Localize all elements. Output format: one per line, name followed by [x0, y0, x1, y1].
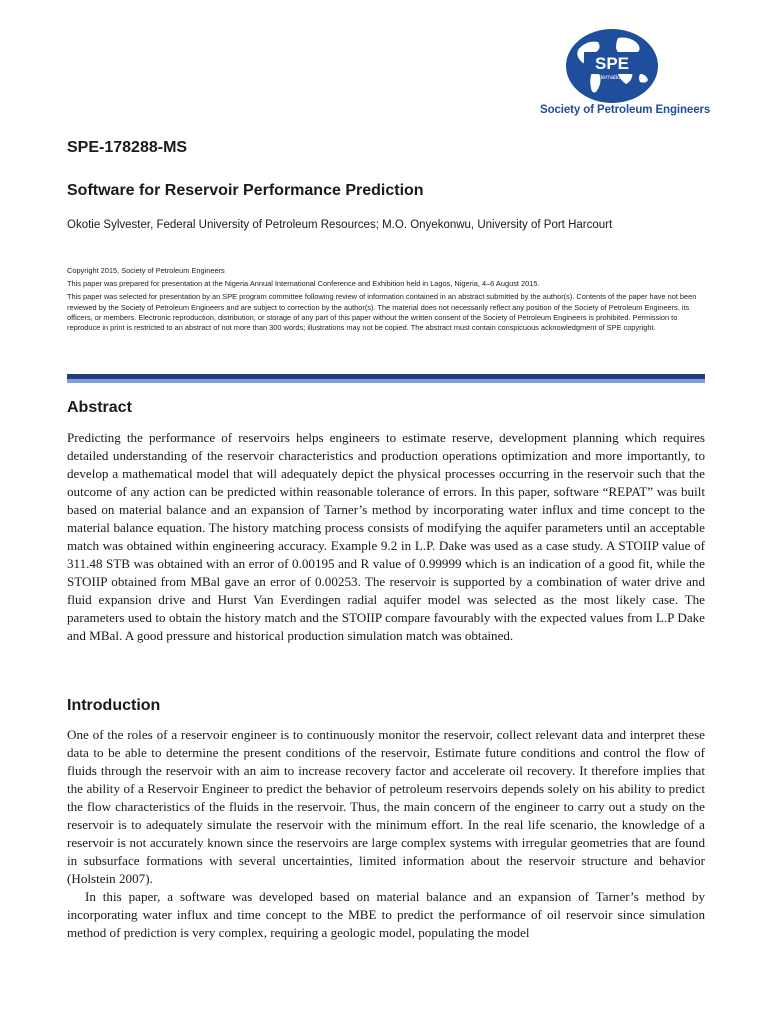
- spe-logo: [540, 28, 710, 124]
- introduction-paragraph: In this paper, a software was developed based on material balance and an expansion of Tarner’s method by incorporating water influx and time concept to the MBE to predict the performance of oil reservoir since simulation method of prediction is very complex, requiring a geologic model, populating the model: [67, 889, 705, 940]
- abstract-heading: Abstract: [67, 399, 132, 416]
- paper-id: SPE-178288-MS: [67, 139, 188, 156]
- copyright-notice: [67, 266, 707, 336]
- authors: Okotie Sylvester, Federal University of Petroleum Resources; M.O. Onyekonwu, University of Port Harcourt: [67, 219, 613, 231]
- logo-text: SPE: [594, 54, 630, 73]
- logo-subtext: International: [595, 75, 629, 81]
- organization-name: Society of Petroleum Engineers: [540, 104, 711, 116]
- introduction-heading: Introduction: [67, 697, 161, 714]
- paper-title: Software for Reservoir Performance Prediction: [67, 182, 424, 199]
- abstract-text: Predicting the performance of reservoirs helps engineers to estimate reserve, development planning which requires detailed understanding of the reservoir characteristics and production operations optimization and more importantly, to develop a mathematical model that will adequately depict the physical processes occurring in the reservoir such that the outcome of any action can be predicted within reasonable tolerance of errors. In this paper, software “REPAT” was built based on material balance and an expansion of Tarner’s method by incorporating water influx and time concept to the material balance equation. The history matching process consists of modifying the aquifer parameters until an acceptable match was obtained within engineering accuracy. Example 9.2 in L.P. Dake was used as a case study. A STOIIP value of 311.48 STB was obtained with an error of 0.00195 and R value of 0.99999 which is an indication of a good fit, while the STOIIP obtained from MBal gave an error of 0.00253. The reservoir is supported by a combination of water drive and fluid expansion drive and Hurst Van Everdingen radial aquifer model was selected as the most likely case. The parameters used to obtain the history match and the STOIIP compare favourably with the expected values from L.P Dake and MBal. A good pressure and historical production simulation match was obtained.: [67, 430, 705, 643]
- introduction-body: [67, 726, 705, 942]
- header-divider: [67, 374, 705, 383]
- disclaimer-text: This paper was selected for presentation by an SPE program committee following review of information contained in an abstract submitted by the author(s). Contents of the paper have not been reviewed by the Society of Petroleum Engineers and are subject to correction by the author(s). The material does not necessarily reflect any position of the Society of Petroleum Engineers, its officers, or members. Electronic reproduction, distribution, or storage of any part of this paper without the written consent of the Society of Petroleum Engineers is prohibited. Permission to reproduce in print is restricted to an abstract of not more than 300 words; illustrations may not be copied. The abstract must contain conspicuous acknowledgment of SPE copyright.: [67, 292, 697, 333]
- prepared-line: This paper was prepared for presentation at the Nigeria Annual International Conference and Exhibition held in Lagos, Nigeria, 4–6 August 2015.: [67, 279, 540, 289]
- globe-icon: [564, 28, 660, 108]
- introduction-paragraph: One of the roles of a reservoir engineer is to continuously monitor the reservoir, collect relevant data and interpret these data to be able to determine the present conditions of the reservoir, Estimate future conditions and control the flow of fluids through the reservoir with an aim to increase recovery factor and accelerate oil recovery. It therefore implies that the ability of a Reservoir Engineer to predict the behavior of petroleum reservoirs depends solely on his ability to predict the flow characteristics of the fluids in the reservoir. Thus, the main concern of the engineer to carry out a study on the reservoir is to adequately simulate the reservoir with the minimum effort. In the real life scenario, the knowledge of a reservoir is not accurately known since the reservoirs are large complex systems with irregular geometries that are found in subsurface formations with several uncertainties, limited information about the reservoir structure and behavior (Holstein 2007).: [67, 727, 705, 886]
- copyright-line: Copyright 2015, Society of Petroleum Engineers: [67, 266, 225, 275]
